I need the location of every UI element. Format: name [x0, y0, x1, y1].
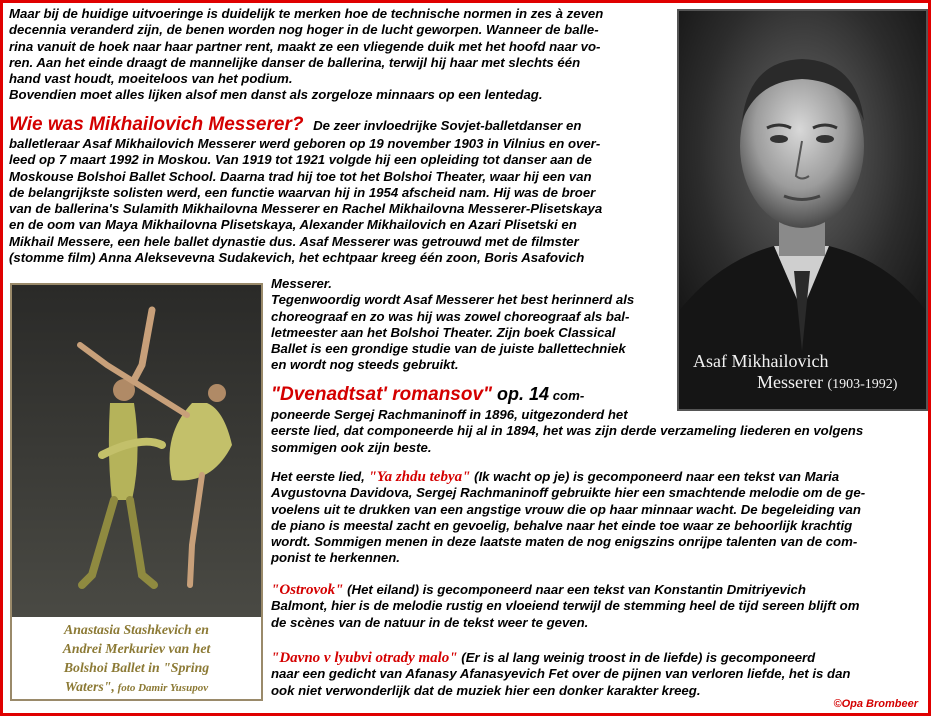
text-line: de scènes van de natuur in de tekst weer te geven. [271, 614, 589, 630]
song3-paragraph [271, 650, 931, 699]
song3-after-title: (Er is al lang weinig troost in de liefde) is gecomponeerd [457, 650, 816, 665]
song1-prefix: Het eerste lied, [271, 469, 369, 484]
song2-title: "Ostrovok" [271, 582, 344, 598]
portrait-caption-name: Asaf Mikhailovich [693, 351, 829, 371]
bio-heading: Wie was Mikhailovich Messerer? [9, 114, 304, 135]
text-line: balletleraar Asaf Mikhailovich Messerer werd geboren op 19 november 1903 in Vilnius en over- [9, 136, 601, 151]
text-line: (stomme film) Anna Aleksevevna Sudakevich, het echtpaar kreeg één zoon, Boris Asafovich [9, 250, 585, 266]
text-line: de belangrijkste solisten werd, een functie waarvan hij in 1954 afscheid nam. Hij was de broer [9, 184, 596, 200]
opus-paragraph [271, 407, 931, 456]
portrait-caption-surname-line [693, 372, 926, 393]
bio-intro-text: De zeer invloedrijke Sovjet-balletdanser en [313, 118, 582, 133]
text-line: Ballet is een grondige studie van de juiste ballettechniek [271, 341, 626, 357]
song1-after-title: (Ik wacht op je) is gecomponeerd naar een tekst van Maria [470, 469, 840, 484]
text-line: letmeester aan het Bolshoi Theater. Zijn boek Classical [271, 324, 616, 340]
text-line: hand vast houdt, moeiteloos van het podium. [9, 71, 293, 87]
bio-paragraph [9, 136, 679, 266]
bio-paragraph-continued [271, 276, 676, 374]
caption-line: Bolshoi Ballet in "Spring [63, 660, 210, 675]
text-line: voelens uit te drukken van een angstige vrouw die op haar minnaar wacht. De begeleiding van [271, 501, 861, 517]
song3-first-line [271, 650, 931, 666]
text-line: en wordt nog steeds gebruikt. [271, 357, 459, 373]
song3-title: "Davno v lyubvi otrady malo" [271, 650, 458, 666]
text-line: Tegenwoordig wordt Asaf Messerer het best herinnerd als [271, 292, 635, 308]
ballet-photo [10, 283, 263, 701]
text-line: sommigen ook zijn beste. [271, 439, 432, 455]
intro-paragraph [9, 6, 679, 104]
opus-title: "Dvenadtsat' romansov" [271, 384, 493, 405]
text-line: Bovendien moet alles lijken alsof men danst als zorgeloze minnaars op een lentedag. [9, 87, 543, 103]
text-line: wordt. Sommigen menen in deze laatste maten de nog enigszins onrijpe talenten van de com- [271, 534, 858, 550]
text-line: Moskouse Bolshoi Ballet School. Daarna trad hij toe tot het Bolshoi Theater, waar hij een van [9, 168, 592, 184]
text-line: Balmont, hier is de melodie rustig en vloeiend terwijl de stemming heel de tijd sereen blijft om [271, 598, 860, 614]
text-line: en de oom van Maya Mikhailovna Plisetskaya, Alexander Mikhailovich en Azari Plisetski en [9, 217, 577, 233]
text-line: Maar bij de huidige uitvoeringe is duidelijk te merken hoe de technische normen in zes à zeven [9, 6, 604, 21]
portrait-image [679, 11, 926, 409]
ballet-caption [12, 617, 261, 699]
text-line: poneerde Sergej Rachmaninoff in 1896, uitgezonderd het [271, 407, 628, 422]
text-line: Avgustovna Davidova, Sergej Rachmaninoff gebruikte hier een smachtende melodie om de ge- [271, 485, 866, 501]
caption-credit: foto Damir Yusupov [114, 682, 209, 694]
opus-title-tail: com- [549, 388, 585, 403]
caption-last-line [12, 677, 261, 698]
bio-heading-line [9, 114, 679, 137]
copyright-label: ©Opa Brombeer [833, 698, 918, 710]
text-line: naar een gedicht van Afanasy Afanasyevich Fet over de pijnen van verloren liefde, het is dan [271, 666, 851, 682]
portrait-caption-surname: Messerer [757, 372, 823, 392]
portrait-caption [679, 351, 926, 393]
song1-first-line [271, 469, 931, 485]
text-line: rina vanuit de hoek naar haar partner rent, maakt ze een vliegende duik met het hoofd naar vo- [9, 38, 601, 54]
song2-first-line [271, 582, 931, 598]
text-line: Messerer. [271, 276, 332, 291]
text-line: ponist te herkennen. [271, 550, 400, 566]
caption-line: Andrei Merkuriev van het [62, 641, 211, 656]
text-line: ren. Aan het einde draagt de mannelijke danser de ballerina, terwijl hij haar met slechts één [9, 54, 581, 70]
text-line: van de ballerina's Sulamith Mikhailovna Messerer en Rachel Mikhailovna Messerer-Plisetskaya [9, 201, 603, 217]
text-line: eerste lied, dat componeerde hij al in 1894, het was zijn derde verzameling liederen en volgens [271, 423, 864, 439]
text-line: Mikhail Messere, een hele ballet dynastie dus. Asaf Messerer was getrouwd met de filmster [9, 233, 579, 249]
text-line: de piano is meestal zacht en gevoelig, behalve naar het einde toe waar ze behoorlijk krachtig [271, 517, 853, 533]
ballet-image [12, 285, 261, 619]
text-line: leed op 7 maart 1992 in Moskou. Van 1919 tot 1921 volgde hij een opleiding tot danser aan de [9, 152, 592, 168]
portrait-photo [677, 9, 928, 411]
opus-number: op. 14 [492, 384, 550, 404]
portrait-caption-years: (1903-1992) [827, 377, 898, 392]
song2-paragraph [271, 582, 931, 631]
text-line: decennia veranderd zijn, de benen worden nog hoger in de lucht geworpen. Wanneer de balle- [9, 22, 599, 38]
song1-title: "Ya zhdu tebya" [368, 469, 471, 485]
song2-after-title: (Het eiland) is gecomponeerd naar een tekst van Konstantin Dmitriyevich [343, 582, 806, 597]
text-line: ook niet verwonderlijk dat de muziek hier een donker karakter kreeg. [271, 682, 701, 698]
song1-paragraph [271, 469, 931, 567]
caption-line: Anastasia Stashkevich en [64, 622, 209, 637]
text-line: choreograaf en zo was hij was zowel choreograaf als bal- [271, 308, 630, 324]
caption-line: Waters", [64, 679, 115, 694]
